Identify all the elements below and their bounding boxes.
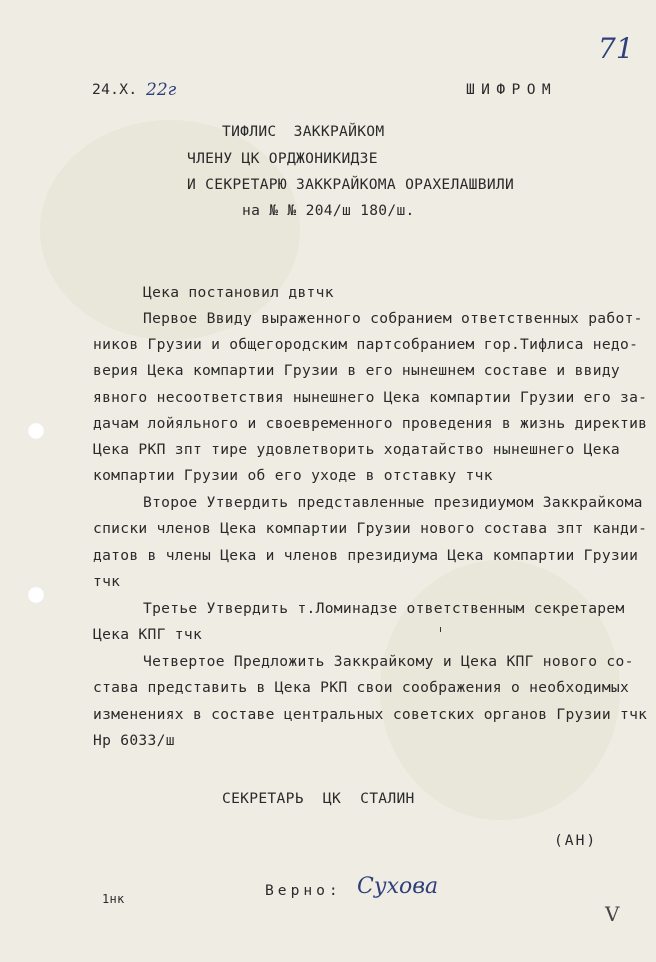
body-line: верия Цека компартии Грузии в его нынешнем составе и ввиду bbox=[93, 362, 620, 379]
body-line: Четвертое Предложить Заккрайкому и Цека КПГ нового со- bbox=[143, 653, 634, 670]
certified-signature: Сухова bbox=[357, 874, 439, 899]
address-line-4: на № № 204/ш 180/ш. bbox=[242, 202, 415, 219]
signature-line: СЕКРЕТАРЬ ЦК СТАЛИН bbox=[222, 790, 415, 807]
body-line: Второе Утвердить представленные президиумом Заккрайкома bbox=[143, 494, 643, 511]
body-line: Нр 6033/ш bbox=[93, 732, 175, 749]
body-line: компартии Грузии об его уходе в отставку тчк bbox=[93, 467, 493, 484]
handwritten-page-number: 71 bbox=[598, 32, 634, 65]
punch-hole bbox=[27, 422, 45, 440]
body-line: изменениях в составе центральных советских органов Грузии тчк bbox=[93, 706, 648, 723]
address-line-2: ЧЛЕНУ ЦК ОРДЖОНИКИДЗЕ bbox=[187, 150, 378, 167]
body-line: ников Грузии и общегородским партсобранием гор.Тифлиса недо- bbox=[93, 336, 639, 353]
operator-initials: (АН) bbox=[554, 832, 598, 849]
body-line: Третье Утвердить т.Ломинадзе ответственным секретарем bbox=[143, 600, 625, 617]
punch-hole bbox=[27, 586, 45, 604]
body-line: тчк bbox=[93, 573, 121, 590]
body-line: става представить в Цека РКП свои соображения о необходимых bbox=[93, 679, 630, 696]
body-line: датов в члены Цека и членов президиума Цека компартии Грузии bbox=[93, 547, 639, 564]
date-handwritten-year: 22г bbox=[146, 80, 177, 100]
body-line: Первое Ввиду выраженного собранием ответственных работ- bbox=[143, 310, 643, 327]
body-line: дачам лойяльного и своевременного проведения в жизнь директив bbox=[93, 415, 648, 432]
address-line-3: И СЕКРЕТАРЮ ЗАККРАЙКОМА ОРАХЕЛАШВИЛИ bbox=[187, 176, 515, 193]
body-line: Цека КПГ тчк bbox=[93, 626, 203, 643]
date-typed: 24.X. bbox=[92, 81, 138, 98]
classification-label: ШИФРОМ bbox=[466, 81, 558, 98]
address-line-1: ТИФЛИС ЗАККРАЙКОМ bbox=[222, 123, 385, 140]
body-line: Цека РКП зпт тире удовлетворить ходатайство нынешнего Цека bbox=[93, 441, 620, 458]
check-mark: V bbox=[605, 902, 620, 926]
footer-code: 1нк bbox=[102, 892, 125, 906]
certified-label: Верно: bbox=[265, 882, 342, 899]
body-line: Цека постановил двтчк bbox=[143, 284, 334, 301]
body-line: явного несоответствия нынешнего Цека компартии Грузии его за- bbox=[93, 389, 648, 406]
body-line: списки членов Цека компартии Грузии нового состава зпт канди- bbox=[93, 520, 648, 537]
ink-mark bbox=[440, 627, 441, 632]
